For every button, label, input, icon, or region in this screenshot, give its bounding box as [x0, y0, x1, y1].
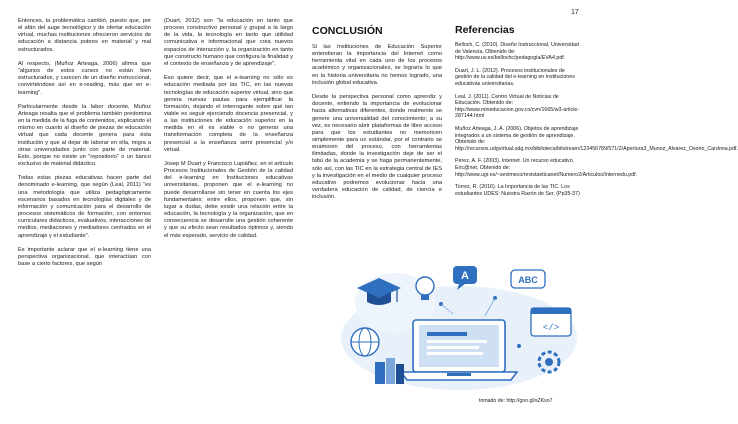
code-label: </> [542, 323, 560, 333]
page-number: 17 [571, 9, 579, 16]
reference-item: Perez, A. F. (2003). Internet. Un recurso educativo. Eric@net, Obtenido de: http://www.ugr.es/~sevimeco/revistaeticanet/Numero2/Articulos/Internedu.pdf. [455, 158, 638, 178]
abc-label: ABC [518, 275, 538, 285]
laptop-icon [401, 320, 517, 380]
paragraph: Particularmente desde la labor docente, Muñoz Arteaga resalta que el problema también predomina en la medida de la fuga de contenidos, explicando el mismo en cuanto al diseño de piezas de educación virtual que cada docente genera para ésta institución y que al dejar de laborar en ella, migra a otras universidades junto con parte de material. Esto, porque no existe un "repositorio" o un banco exclusivo de material didáctico. [18, 103, 151, 167]
conclusion-column [312, 18, 442, 208]
paragraph: Entonces, la problemática cambió, puesto que, por el afán del auge tecnológico y de ofertar educación virtual, muchas instituciones ofrecieron servicios de educación a distancia pobres en material y mal estructurados. [18, 18, 151, 53]
image-caption: tomado de: http://goo.gl/sZKso7 [479, 398, 553, 404]
code-window-icon [531, 308, 571, 336]
paragraph: Eso quiere decir, que el e-learning no sólo es educación mediada por las TIC, en las nuevas tecnologías de educación superior virtual, sino que genera nuevas pautas para ejemplificar la formación, dejando el interrogante sobre qué tan viable es seguir ejerciendo docencia presencial, y a las instituciones de educación superior en la medida en el es viable o no generar una transformación completa de la enseñanza presencial a la enseñanza semi presencial y/o virtual. [164, 75, 293, 153]
reference-item: Torrez, R. (2016). La Importancia de las TIC. Los estudiantes UDES: Nuestra Razón de Ser. (Pp35-37) [455, 184, 580, 197]
abc-bubble-icon [511, 270, 545, 288]
paragraph: Es importante aclarar que el e-learning tiene una perspectiva organizacional, que interactúan con base a cierto factores, que según [18, 246, 151, 268]
letter-a: A [461, 270, 469, 282]
column-1 [18, 18, 151, 275]
reference-item: Muñoz Arteaga, J. Á. (2006). Objetos de aprendizaje integrados a un sistema de gestión de aprendizaje. Obtenido de: http://recursos.udgvirtual.udg.mx/biblioteca/bitstream/123456789/571/2/Apertura3_Munoz_Alvarez_Osorio_Cardona.pdf. [455, 126, 738, 152]
paragraph: Todas estas piezas educativas hacen parte del denominado e-learning, que según (Leal, 2011) "es una metodología que utiliza pedagógicamente escenarios basados en tecnologías digitales y de información y comunicación para el desarrollo de procesos sistemáticos de formación, con entornos curriculares didácticos, evaluativos, interacciones de medios, mediaciones y mediadores centrados en el aprendizaje y el estudiante". [18, 175, 151, 239]
references-column [455, 18, 738, 204]
paragraph: Desde la perspectiva personal como aprendiz y docente, entiendo la importancia de evolucionar hacia alternativas diferentes, donde realmente se genere una universalidad del conocimiento; a su vez, es necesario abrir plataformas de libre acceso para que los estudiantes no memoricen simplemente para un estándar, por el contrario se enamoren del proceso, con herramientas ilimitadas, donde la investigación deje de ser el tabú de la academia y se haga permanentemente, sólo así, con las TIC en la estrategia central de IES y la investigación en el medio de cualquier proceso educativo podremos evolucionar hacia una verdadera educación de calidad, de ciencia e inclusión. [312, 94, 442, 201]
reference-item: Duart, J. L. (2012). Procesos institucionales de gestión de la calidad del e-learning en instituciones educativas universitarias. [455, 67, 575, 87]
conclusion-heading: CONCLUSIÓN [312, 25, 383, 37]
column-2 [164, 18, 293, 247]
reference-item: Leal, J. (2011). Centro Virtual de Noticias de Educación. Obtenido de: http://www.mineducacion.gov.co/cvn/1665/w3-article-287144.html [455, 93, 580, 120]
paragraph: Si las Instituciones de Educación Superior entendieran la importancia del Internet como herramienta vital en cada uno de los procesos académico y organizacionales, se lograría lo que en la historia universitaria no hemos logrado, una inclusión global educativa. [312, 44, 442, 86]
paragraph: (Duart, 2012) son "la educación en tanto que proceso constructivo personal y grupal a la largo de la vida, la tecnología en tanto que utilidad comunicativa e informacional que crea nuevos espacios de interacción y, la organización en tanto que constructo humano que configura la finalidad y el contexto de enseñanza y de aprendizaje". [164, 18, 293, 67]
education-technology-illustration [335, 258, 583, 393]
globe-icon [351, 328, 379, 356]
references-heading: Referencias [455, 24, 515, 36]
paragraph: Josep M Duart y Francisco Lupiáñez, en el artículo Procesos Institucionales de Gestión de la calidad del e-learning en Instituciones educativas universitarias, proponen que el e-learning no puede desarrollarse sin tener en cuenta los ejes fundamentales; entre ellos, proponen que, sin lugar a dudas, debe existir una relación entre la educación, la tecnología y la organización, que en consecuencia se desarrolle una gestión coherente y que su efecto sean resultados óptimos y, siendo el más esperado, servicio de calidad. [164, 161, 293, 239]
reference-item: Belloch, C. (2010). Diseño Instruccional, Universidad de Valencia, Obtenido de: http://www.uv.es/bellochc/pedagogia/EVA4.pdf. [455, 42, 579, 62]
paragraph: Al respecto, (Muñoz Arteaga, 2006) afirma que "algunos de estos cursos no están bien estructurados, y carecen de un diseño instruccional, convirtiéndose así en e-reading, más que en e-learning". [18, 60, 151, 96]
